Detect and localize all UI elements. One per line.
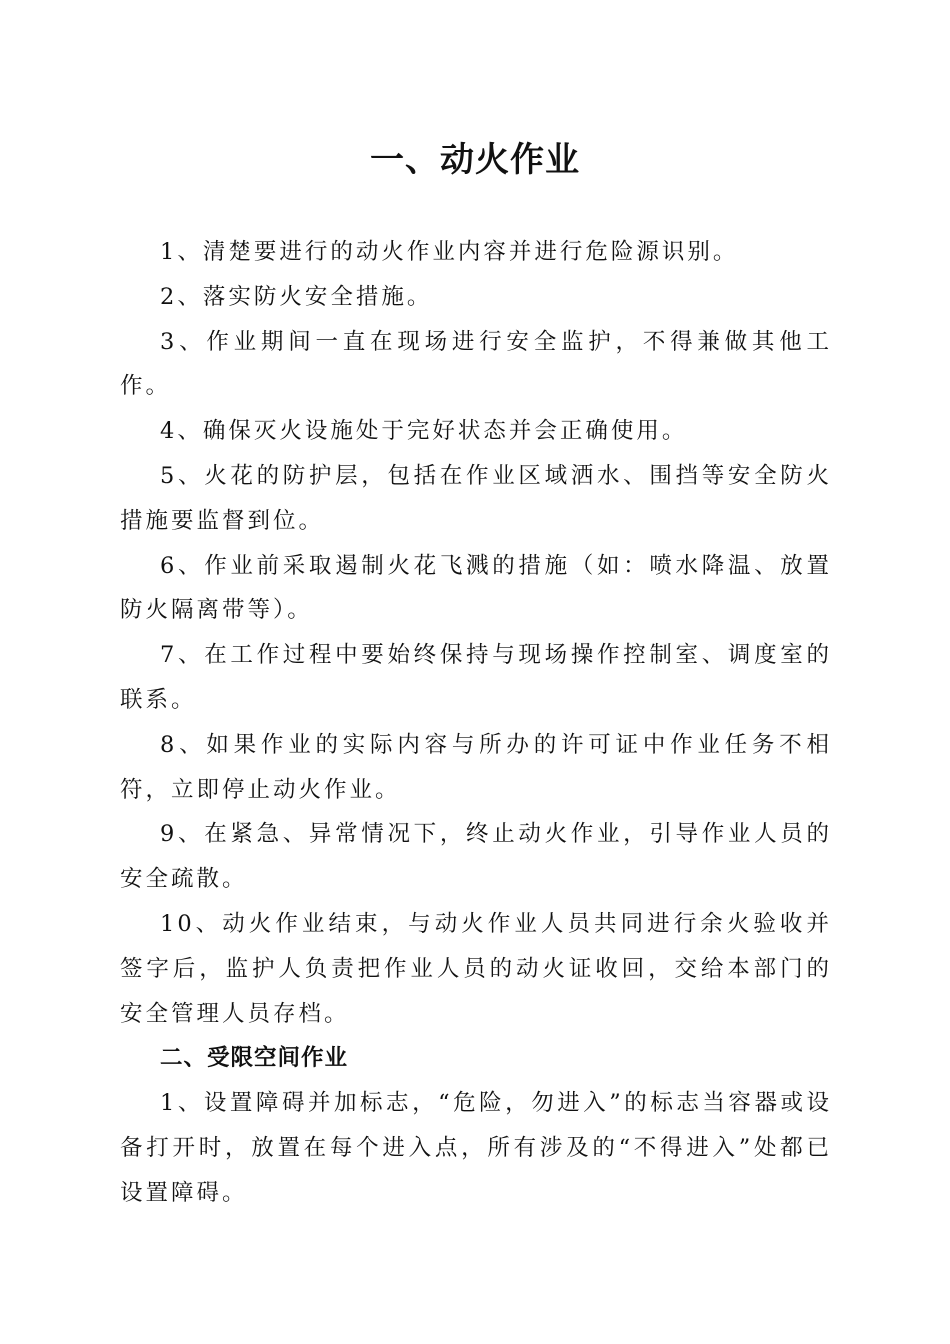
list-item: 8、如果作业的实际内容与所办的许可证中作业任务不相符，立即停止动火作业。	[120, 731, 832, 803]
document-body	[120, 230, 832, 1216]
list-item: 6、作业前采取遏制火花飞溅的措施（如：喷水降温、放置防火隔离带等）。	[120, 552, 832, 624]
list-item: 4、确保灭火设施处于完好状态并会正确使用。	[160, 418, 688, 445]
list-item: 7、在工作过程中要始终保持与现场操作控制室、调度室的联系。	[120, 642, 832, 713]
list-item: 3、作业期间一直在现场进行安全监护，不得兼做其他工作。	[120, 328, 832, 400]
list-item: 1、清楚要进行的动火作业内容并进行危险源识别。	[160, 239, 739, 265]
section-title-confined-space: 二、受限空间作业	[160, 1045, 349, 1072]
list-item: 2、落实防火安全措施。	[160, 283, 433, 310]
list-item: 1、设置障碍并加标志，“危险，勿进入”的标志当容器或设备打开时，放置在每个进入点，所有涉及的“不得进入”处都已设置障碍。	[120, 1090, 832, 1206]
list-item: 5、火花的防护层，包括在作业区域洒水、围挡等安全防火措施要监督到位。	[120, 462, 832, 534]
section-title-hot-work: 一、动火作业	[370, 140, 580, 180]
list-item: 10、动火作业结束，与动火作业人员共同进行余火验收并签字后，监护人负责把作业人员的动火证收回，交给本部门的安全管理人员存档。	[120, 910, 832, 1027]
list-item: 9、在紧急、异常情况下，终止动火作业，引导作业人员的安全疏散。	[120, 821, 832, 893]
